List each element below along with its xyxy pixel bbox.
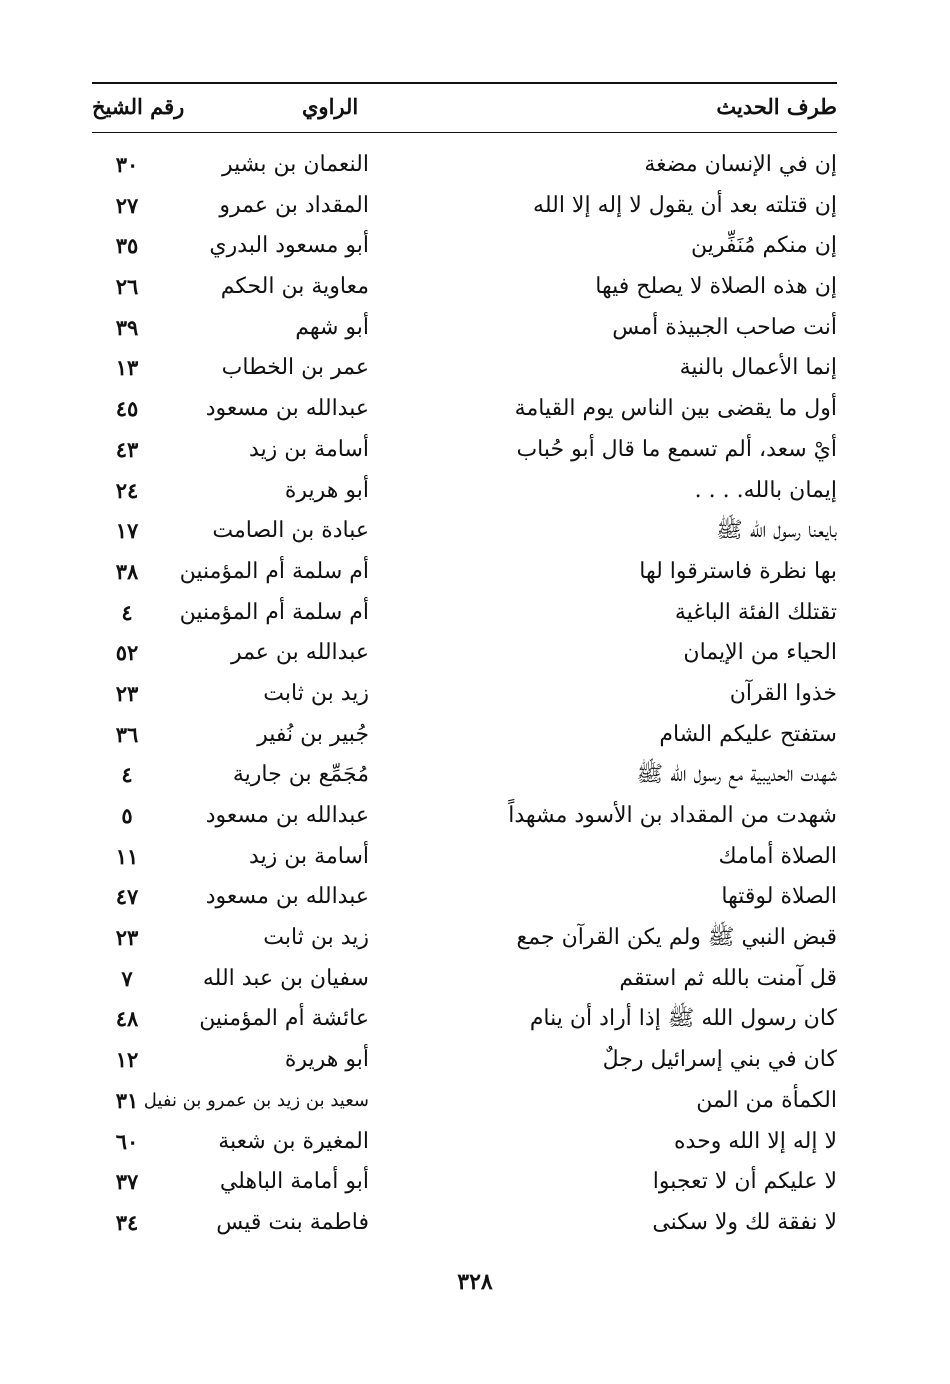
hadith-cell: لا نفقة لك ولا سكنى [652, 1209, 837, 1235]
narrator-cell: أبو هريرة [284, 1047, 369, 1073]
table-row [92, 1040, 837, 1081]
narrator-cell: عائشة أم المؤمنين [199, 1006, 369, 1032]
number-cell: ١٧ [115, 518, 139, 544]
table-row [92, 593, 837, 634]
table-row [92, 1081, 837, 1122]
number-cell: ٣٥ [115, 233, 139, 259]
narrator-cell: أبو شهم [295, 314, 369, 340]
header-rule [92, 132, 837, 133]
narrator-cell: مُجَمِّع بن جارية [232, 762, 369, 788]
narrator-cell: سفيان بن عبد الله [202, 965, 369, 991]
table-row [92, 755, 837, 796]
table-row [92, 267, 837, 308]
index-table [92, 145, 837, 1244]
table-row [92, 471, 837, 512]
number-cell: ٣٤ [115, 1209, 139, 1235]
number-cell: ١٢ [115, 1047, 139, 1073]
narrator-cell: أبو مسعود البدري [209, 233, 369, 259]
number-cell: ٣٩ [115, 314, 139, 340]
number-cell: ١٣ [115, 355, 139, 381]
header-narrator: الراوي [302, 94, 359, 119]
table-row [92, 186, 837, 227]
narrator-cell: معاوية بن الحكم [220, 274, 369, 300]
hadith-cell: كان رسول الله ﷺ إذا أراد أن ينام [529, 1006, 837, 1032]
hadith-cell: إن منكم مُنَفِّرين [690, 233, 837, 259]
hadith-cell: بها نظرة فاسترقوا لها [639, 558, 837, 584]
narrator-cell: عبدالله بن مسعود [205, 396, 369, 422]
narrator-cell: أبو هريرة [284, 477, 369, 503]
page-number: ٣٢٨ [457, 1269, 493, 1295]
narrator-cell: المغيرة بن شعبة [218, 1128, 369, 1154]
narrator-cell: عبدالله بن مسعود [205, 884, 369, 910]
narrator-cell: عبدالله بن مسعود [205, 803, 369, 828]
hadith-cell: بايعنا رسول الله ﷺ [716, 518, 837, 544]
number-cell: ٢٧ [115, 192, 139, 218]
narrator-cell: النعمان بن بشير [221, 152, 369, 177]
hadith-cell: الكمأة من المن [696, 1087, 837, 1113]
table-row [92, 918, 837, 959]
hadith-cell: الحياء من الإيمان [683, 640, 837, 666]
hadith-cell: أنت صاحب الجبيذة أمس [612, 314, 837, 340]
hadith-cell: قبض النبي ﷺ ولم يكن القرآن جمع [516, 925, 837, 951]
narrator-cell: أسامة بن زيد [249, 843, 369, 869]
hadith-cell: أيْ سعد، ألم تسمع ما قال أبو حُباب [516, 436, 837, 462]
number-cell: ٤٣ [115, 436, 139, 462]
header-hadith: طرف الحديث [716, 94, 837, 119]
narrator-cell: فاطمة بنت قيس [216, 1209, 369, 1235]
table-row [92, 226, 837, 267]
hadith-cell: لا إله إلا الله وحده [674, 1128, 837, 1154]
hadith-cell: خذوا القرآن [729, 680, 837, 706]
number-cell: ٤٨ [115, 1006, 139, 1032]
hadith-cell: إنما الأعمال بالنية [679, 355, 837, 381]
header-number: رقم الشيخ [92, 94, 185, 119]
number-cell: ٧ [121, 965, 133, 991]
table-row [92, 999, 837, 1040]
table-row [92, 877, 837, 918]
table-row [92, 1162, 837, 1203]
narrator-cell: أبو أمامة الباهلي [219, 1169, 369, 1195]
table-row [92, 715, 837, 756]
narrator-cell: جُبير بن نُفير [257, 721, 369, 747]
hadith-cell: إن في الإنسان مضغة [644, 152, 837, 177]
narrator-cell: عمر بن الخطاب [221, 355, 369, 381]
hadith-cell: شهدت الحديبية مع رسول الله ﷺ [636, 762, 837, 788]
number-cell: ٢٤ [115, 477, 139, 503]
hadith-cell: لا عليكم أن لا تعجبوا [652, 1169, 837, 1195]
narrator-cell: عبادة بن الصامت [212, 518, 369, 544]
number-cell: ١١ [115, 843, 139, 869]
table-row [92, 145, 837, 186]
number-cell: ٣٨ [115, 558, 139, 584]
narrator-cell: سعيد بن زيد بن عمرو بن نفيل [143, 1089, 369, 1111]
number-cell: ٢٣ [115, 680, 139, 706]
number-cell: ٥ [121, 803, 133, 828]
narrator-cell: زيد بن ثابت [263, 680, 369, 706]
narrator-cell: زيد بن ثابت [263, 925, 369, 951]
hadith-cell: ستفتح عليكم الشام [659, 721, 837, 747]
table-row [92, 674, 837, 715]
hadith-cell: إيمان بالله. . . . [694, 477, 837, 503]
hadith-cell: إن قتلته بعد أن يقول لا إله إلا الله [533, 192, 837, 218]
table-row [92, 511, 837, 552]
number-cell: ٣٠ [115, 152, 139, 177]
hadith-cell: أول ما يقضى بين الناس يوم القيامة [514, 396, 837, 422]
number-cell: ٣٦ [115, 721, 139, 747]
hadith-cell: إن هذه الصلاة لا يصلح فيها [595, 274, 837, 300]
number-cell: ٢٣ [115, 925, 139, 951]
table-row [92, 430, 837, 471]
narrator-cell: أم سلمة أم المؤمنين [179, 599, 369, 625]
hadith-cell: تقتلك الفئة الباغية [674, 599, 837, 625]
table-row [92, 796, 837, 837]
table-row [92, 308, 837, 349]
table-row [92, 552, 837, 593]
number-cell: ٤٥ [115, 396, 139, 422]
table-row [92, 633, 837, 674]
number-cell: ٤ [121, 762, 133, 788]
hadith-cell: الصلاة أمامك [718, 843, 837, 869]
narrator-cell: أسامة بن زيد [249, 436, 369, 462]
table-row [92, 837, 837, 878]
number-cell: ٥٢ [115, 640, 139, 666]
number-cell: ٢٦ [115, 274, 139, 300]
narrator-cell: عبدالله بن عمر [230, 640, 369, 666]
table-row [92, 1122, 837, 1163]
number-cell: ٤ [121, 599, 133, 625]
narrator-cell: المقداد بن عمرو [219, 192, 369, 218]
table-header [92, 84, 837, 130]
hadith-cell: كان في بني إسرائيل رجلٌ [602, 1047, 837, 1073]
hadith-cell: شهدت من المقداد بن الأسود مشهداً [508, 803, 837, 828]
number-cell: ٣١ [115, 1087, 139, 1113]
hadith-cell: قل آمنت بالله ثم استقم [619, 965, 837, 991]
number-cell: ٦٠ [115, 1128, 139, 1154]
number-cell: ٤٧ [115, 884, 139, 910]
table-row [92, 959, 837, 1000]
table-row [92, 389, 837, 430]
hadith-cell: الصلاة لوقتها [721, 884, 837, 910]
table-row [92, 1203, 837, 1244]
narrator-cell: أم سلمة أم المؤمنين [179, 558, 369, 584]
table-row [92, 348, 837, 389]
number-cell: ٣٧ [115, 1169, 139, 1195]
